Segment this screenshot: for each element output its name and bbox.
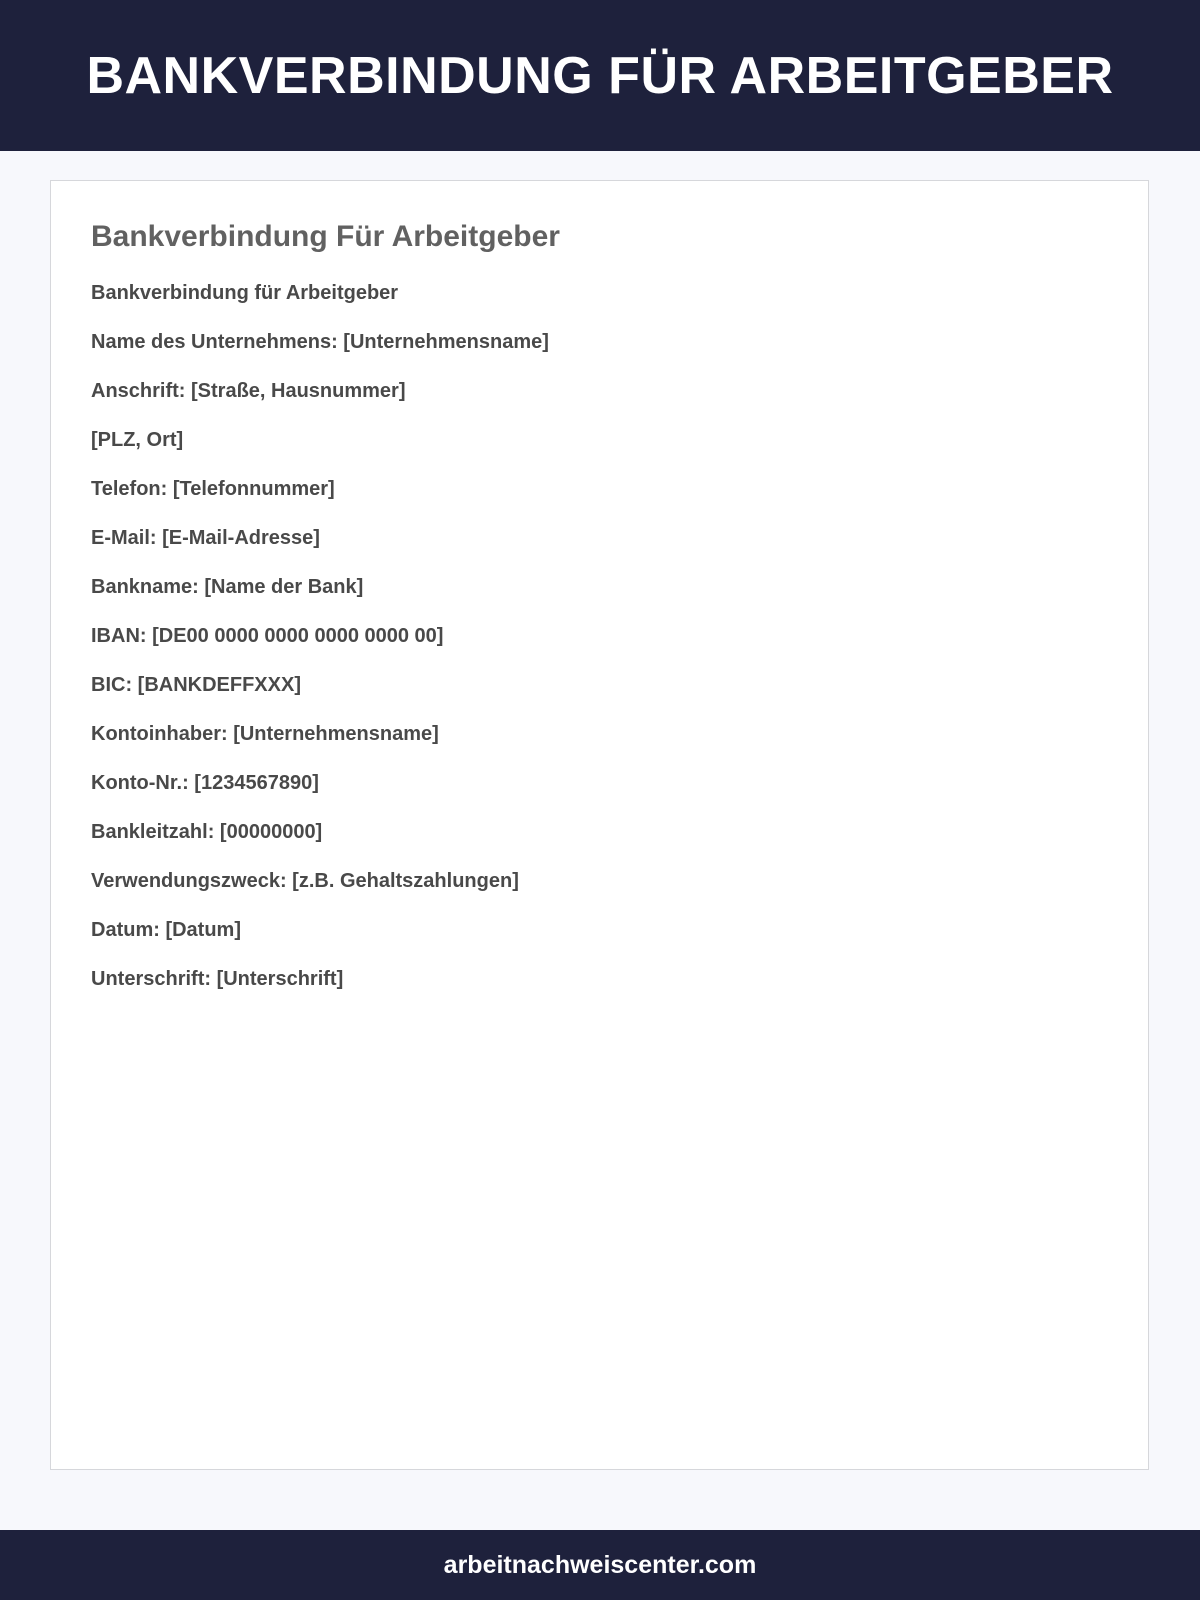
document-title: Bankverbindung Für Arbeitgeber [91,220,560,253]
account-number-line: Konto-Nr.: [1234567890] [91,772,319,794]
page-banner-title: BANKVERBINDUNG FÜR ARBEITGEBER [86,46,1114,105]
bic-line: BIC: [BANKDEFFXXX] [91,674,301,696]
bank-name-line: Bankname: [Name der Bank] [91,576,364,598]
page-header [0,0,1200,151]
email-line: E-Mail: [E-Mail-Adresse] [91,527,320,549]
signature-line: Unterschrift: [Unterschrift] [91,968,344,990]
purpose-line: Verwendungszweck: [z.B. Gehaltszahlungen] [91,870,519,892]
phone-line: Telefon: [Telefonnummer] [91,478,335,500]
document-heading-line: Bankverbindung für Arbeitgeber [91,282,399,304]
account-holder-line: Kontoinhaber: [Unternehmensname] [91,723,439,745]
iban-line: IBAN: [DE00 0000 0000 0000 0000 00] [91,625,444,647]
document-card [50,180,1149,1470]
company-name-line: Name des Unternehmens: [Unternehmensname] [91,331,549,353]
page-footer [0,1530,1200,1600]
footer-site-text: arbeitnachweiscenter.com [443,1550,757,1579]
address-street-line: Anschrift: [Straße, Hausnummer] [91,380,406,402]
bank-code-line: Bankleitzahl: [00000000] [91,821,323,843]
date-line: Datum: [Datum] [91,919,241,941]
document-lines [91,281,549,1016]
address-city-line: [PLZ, Ort] [91,429,184,451]
